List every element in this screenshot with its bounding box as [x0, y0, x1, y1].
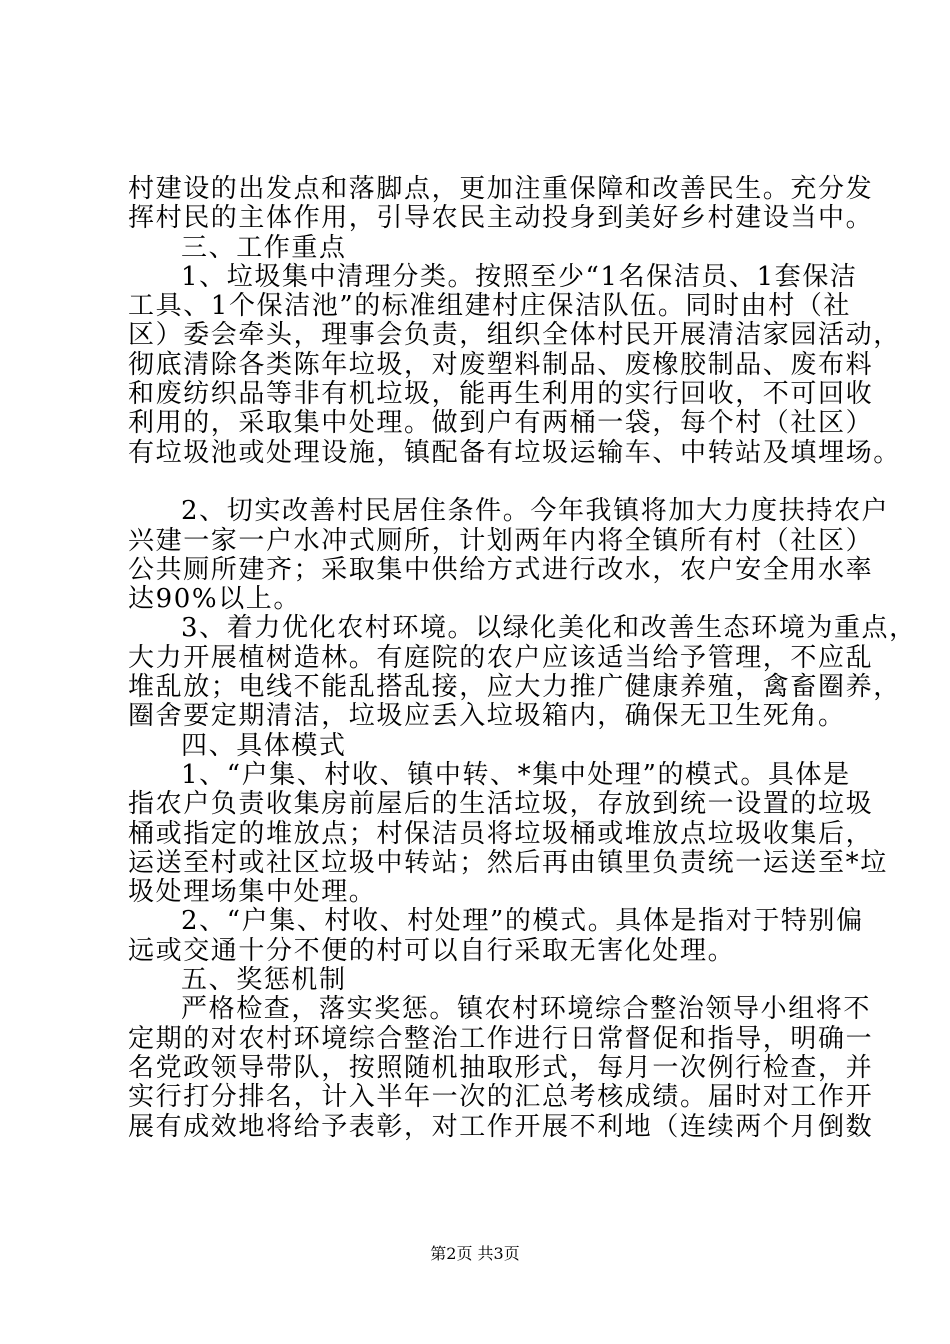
paragraph-line: 圈舍要定期清洁，垃圾应丢入垃圾箱内，确保无卫生死角。: [128, 701, 846, 732]
paragraph-line: 严格检查，落实奖惩。镇农村环境综合整治领导小组将不: [181, 994, 872, 1025]
paragraph-line: 公共厕所建齐；采取集中供给方式进行改水，农户安全用水率: [128, 554, 874, 585]
paragraph-line: 展有成效地将给予表彰，对工作开展不利地（连续两个月倒数: [128, 1111, 874, 1142]
paragraph-line: 桶或指定的堆放点；村保洁员将垃圾桶或堆放点垃圾收集后，: [128, 818, 874, 849]
paragraph-line: 远或交通十分不便的村可以自行采取无害化处理。: [128, 935, 736, 966]
paragraph-line: 指农户负责收集房前屋后的生活垃圾，存放到统一设置的垃圾: [128, 789, 874, 820]
paragraph-line: 运送至村或社区垃圾中转站；然后再由镇里负责统一运送至*垃: [128, 847, 888, 878]
document-body: [128, 174, 917, 1142]
paragraph-line: 1、“户集、村收、镇中转、*集中处理”的模式。具体是: [181, 759, 851, 790]
paragraph-line: 利用的，采取集中处理。做到户有两桶一袋，每个村（社区）: [128, 408, 874, 439]
paragraph-line: 五、奖惩机制: [181, 965, 347, 996]
paragraph-line: 达90%以上。: [128, 584, 301, 615]
paragraph-line: 大力开展植树造林。有庭院的农户应该适当给予管理，不应乱: [128, 642, 874, 673]
blank-line: [128, 468, 833, 497]
paragraph-line: 挥村民的主体作用，引导农民主动投身到美好乡村建设当中。: [128, 203, 874, 234]
paragraph-line: 四、具体模式: [181, 730, 347, 761]
paragraph-line: 有垃圾池或处理设施，镇配备有垃圾运输车、中转站及填埋场。: [128, 437, 901, 468]
paragraph-line: 3、着力优化农村环境。以绿化美化和改善生态环境为重点，: [181, 613, 917, 644]
paragraph-line: 兴建一家一户水冲式厕所，计划两年内将全镇所有村（社区）: [128, 525, 874, 556]
page-number-label: 第2页 共3页: [430, 1244, 520, 1263]
paragraph-line: 名党政领导带队，按照随机抽取形式，每月一次例行检查，并: [128, 1052, 874, 1083]
paragraph-line: 三、工作重点: [181, 232, 347, 263]
paragraph-line: 圾处理场集中处理。: [128, 877, 377, 908]
paragraph-line: 工具、1个保洁池”的标准组建村庄保洁队伍。同时由村（社: [128, 291, 852, 322]
paragraph-line: 堆乱放；电线不能乱搭乱接，应大力推广健康养殖，禽畜圈养，: [128, 672, 901, 703]
page-footer: [0, 1244, 950, 1264]
paragraph-line: 村建设的出发点和落脚点，更加注重保障和改善民生。充分发: [128, 174, 874, 204]
paragraph-line: 定期的对农村环境综合整治工作进行日常督促和指导，明确一: [128, 1023, 874, 1054]
paragraph-line: 2、切实改善村民居住条件。今年我镇将加大力度扶持农户: [181, 496, 890, 527]
paragraph-line: 2、“户集、村收、村处理”的模式。具体是指对于特别偏: [181, 906, 864, 937]
paragraph-line: 彻底清除各类陈年垃圾，对废塑料制品、废橡胶制品、废布料: [128, 349, 874, 380]
paragraph-line: 和废纺织品等非有机垃圾，能再生利用的实行回收，不可回收: [128, 379, 874, 410]
paragraph-line: 1、垃圾集中清理分类。按照至少“1名保洁员、1套保洁: [181, 261, 858, 292]
paragraph-line: 区）委会牵头，理事会负责，组织全体村民开展清洁家园活动，: [128, 320, 901, 351]
paragraph-line: 实行打分排名，计入半年一次的汇总考核成绩。届时对工作开: [128, 1082, 874, 1113]
